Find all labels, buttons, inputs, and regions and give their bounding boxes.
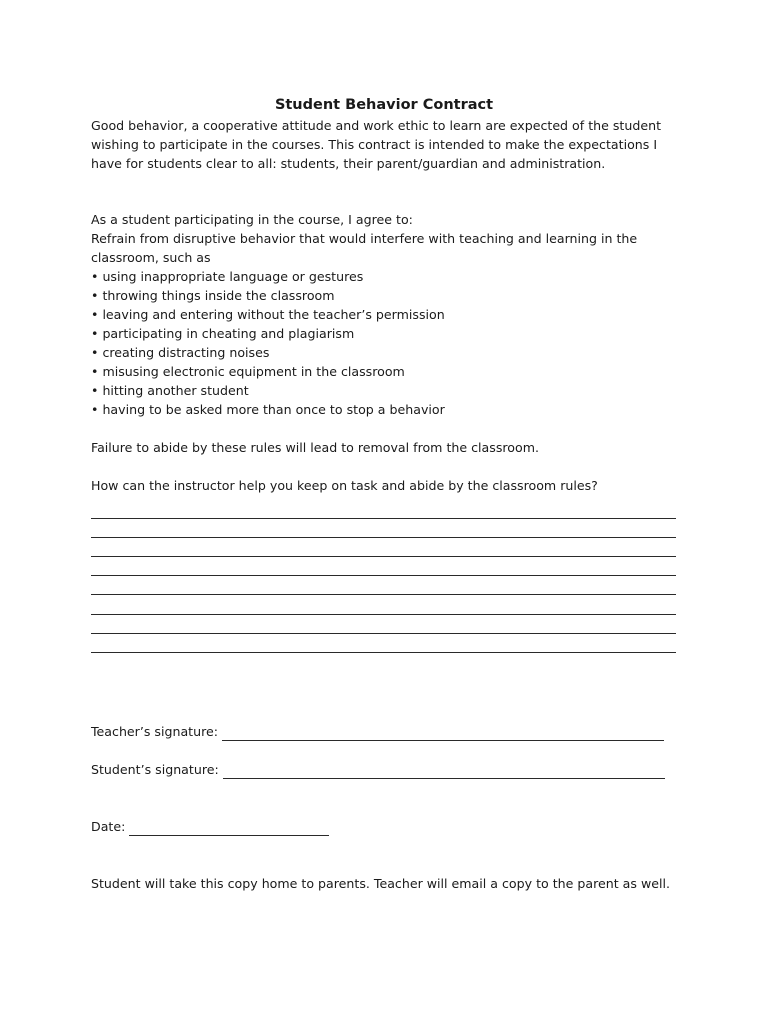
- failure-consequence: Failure to abide by these rules will lead to removal from the classroom.: [91, 440, 539, 455]
- answer-line[interactable]: [91, 576, 676, 595]
- answer-line[interactable]: [91, 615, 676, 634]
- answer-lines: [91, 500, 676, 653]
- answer-line[interactable]: [91, 500, 676, 519]
- agreement-section: [91, 210, 681, 419]
- teacher-signature-label: Teacher’s signature:: [91, 724, 218, 739]
- refrain-text: Refrain from disruptive behavior that would interfere with teaching and learning in the classroom, such as: [91, 231, 638, 265]
- teacher-signature-line[interactable]: [222, 726, 664, 741]
- answer-line[interactable]: [91, 519, 676, 538]
- intro-paragraph: Good behavior, a cooperative attitude and work ethic to learn are expected of the student wishing to participate in the courses. This contract is intended to make the expectations I have for students clear to all: students, their parent/guardian and administration.: [91, 118, 662, 171]
- student-signature-label: Student’s signature:: [91, 762, 219, 777]
- student-signature-row: [91, 760, 665, 779]
- date-line[interactable]: [129, 821, 329, 836]
- behavior-item: • using inappropriate language or gestures: [91, 267, 681, 286]
- answer-line[interactable]: [91, 538, 676, 557]
- answer-line[interactable]: [91, 634, 676, 653]
- behavior-item: • hitting another student: [91, 381, 681, 400]
- student-signature-line[interactable]: [223, 764, 665, 779]
- date-row: [91, 817, 329, 836]
- behavior-item: • creating distracting noises: [91, 343, 681, 362]
- agreement-heading: As a student participating in the course, I agree to:: [91, 212, 413, 227]
- behavior-item: • participating in cheating and plagiarism: [91, 324, 681, 343]
- answer-line[interactable]: [91, 595, 676, 614]
- behavior-item: • having to be asked more than once to stop a behavior: [91, 400, 681, 419]
- answer-line[interactable]: [91, 557, 676, 576]
- behavior-list: [91, 267, 681, 419]
- footer-note: Student will take this copy home to parents. Teacher will email a copy to the parent as well.: [91, 876, 671, 891]
- behavior-item: • leaving and entering without the teacher’s permission: [91, 305, 681, 324]
- behavior-item: • misusing electronic equipment in the classroom: [91, 362, 681, 381]
- behavior-item: • throwing things inside the classroom: [91, 286, 681, 305]
- teacher-signature-row: [91, 722, 664, 741]
- date-label: Date:: [91, 819, 126, 834]
- instructor-help-question: How can the instructor help you keep on task and abide by the classroom rules?: [91, 478, 598, 493]
- page-title: Student Behavior Contract: [274, 97, 494, 113]
